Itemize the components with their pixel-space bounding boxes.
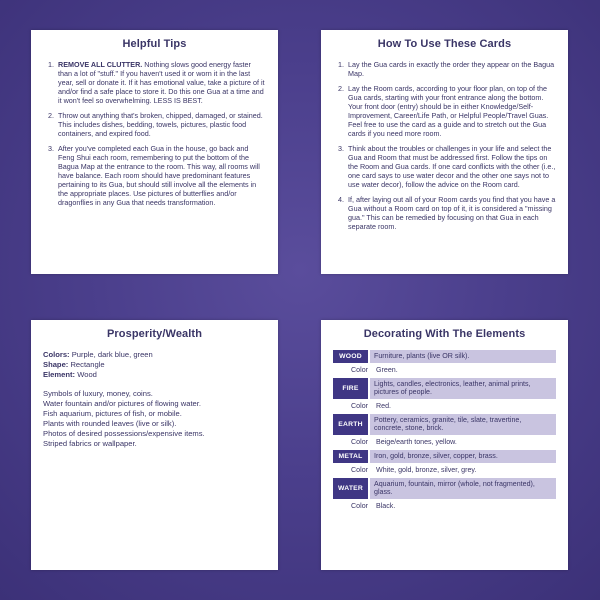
element-name: FIRE <box>333 378 368 399</box>
prosperity-attributes <box>43 350 266 380</box>
color-value: Red. <box>376 401 391 410</box>
element-label: Element: <box>43 370 76 379</box>
howto-item: 3. Think about the troubles or challenges in your life and select the Gua and Room that must be addressed first. Follow the tips on the Room and Gua cards. If one card conflicts with the other (i.e., one card says to use water decor and the other one says not to use water decor), follow the advice on the Room card. <box>346 144 556 189</box>
tip-item <box>56 144 266 207</box>
shape-value: Rectangle <box>68 360 105 369</box>
how-to-use-list <box>333 60 556 231</box>
prosperity-title: Prosperity/Wealth <box>106 328 203 340</box>
element-row-water <box>333 478 556 499</box>
element-color-row <box>333 366 556 374</box>
howto-item: 2. Lay the Room cards, according to your floor plan, on top of the Gua cards, starting with your front entrance along the bottom. Your front door (entry) should be in either Knowledge/Self-Improvement, Career/Life Path, or Helpful People/Travel Guas. Feel free to use the card as a guide and to stretch out the Gua cards if you need more room. <box>346 84 556 138</box>
prosperity-line: Fish aquarium, pictures of fish, or mobile. <box>43 409 182 418</box>
element-description: Aquarium, fountain, mirror (whole, not fragmented), glass. <box>370 478 556 499</box>
element-name: EARTH <box>333 414 368 435</box>
prosperity-element <box>43 370 266 380</box>
helpful-tips-card <box>31 30 278 274</box>
color-label: Color <box>351 365 368 374</box>
color-value: Black. <box>376 501 396 510</box>
colors-label: Colors: <box>43 350 70 359</box>
prosperity-shape <box>43 360 266 370</box>
element-row-metal <box>333 450 556 463</box>
helpful-tips-list <box>43 60 266 207</box>
element-color-row <box>333 438 556 446</box>
prosperity-line: Symbols of luxury, money, coins. <box>43 389 153 398</box>
prosperity-suggestions <box>43 389 266 449</box>
shape-label: Shape: <box>43 360 69 369</box>
color-value: Green. <box>376 365 398 374</box>
element-description: Iron, gold, bronze, silver, copper, brass. <box>370 450 556 463</box>
element-row-earth <box>333 414 556 435</box>
color-label: Color <box>351 437 368 446</box>
color-label: Color <box>351 401 368 410</box>
element-description: Pottery, ceramics, granite, tile, slate, travertine, concrete, stone, brick. <box>370 414 556 435</box>
howto-item: 4. If, after laying out all of your Room cards you find that you have a Gua without a Room card on top of it, it is considered a "missing gua." This can be remedied by focusing on that Gua in each separate room. <box>346 195 556 231</box>
element-name: WATER <box>333 478 368 499</box>
element-description: Furniture, plants (live OR silk). <box>370 350 556 363</box>
element-row-fire <box>333 378 556 399</box>
tip-text: Nothing slows good energy faster than a lot of "stuff." If you haven't used it or worn it in the last year, sell or donate it. If it has emotional value, take a picture of it and/or find a safe place to store it. Do this one Gua at a time and it won't feel so overwhelming. LESS IS BEST. <box>58 60 265 105</box>
element-color-row <box>333 402 556 410</box>
prosperity-wealth-card <box>31 320 278 570</box>
tip-text: Throw out anything that's broken, chipped, damaged, or stained. This includes dishes, bedding, towels, pictures, plastic food containers, and expired food. <box>58 111 263 138</box>
element-name: METAL <box>333 450 368 463</box>
how-to-use-title: How To Use These Cards <box>377 38 512 50</box>
tip-item <box>56 60 266 105</box>
prosperity-line: Water fountain and/or pictures of flowing water. <box>43 399 202 408</box>
color-value: Beige/earth tones, yellow. <box>376 437 457 446</box>
color-value: White, gold, bronze, silver, grey. <box>376 465 477 474</box>
prosperity-line: Photos of desired possessions/expensive items. <box>43 429 205 438</box>
colors-value: Purple, dark blue, green <box>69 350 153 359</box>
tip-lead: REMOVE ALL CLUTTER. <box>58 60 143 69</box>
prosperity-colors <box>43 350 266 360</box>
how-to-use-card <box>321 30 568 274</box>
element-color-row <box>333 466 556 474</box>
element-value: Wood <box>75 370 97 379</box>
elements-title: Decorating With The Elements <box>363 328 526 340</box>
element-description: Lights, candles, electronics, leather, animal prints, pictures of people. <box>370 378 556 399</box>
element-color-row <box>333 502 556 510</box>
element-row-wood <box>333 350 556 363</box>
element-name: WOOD <box>333 350 368 363</box>
prosperity-line: Striped fabrics or wallpaper. <box>43 439 137 448</box>
helpful-tips-title: Helpful Tips <box>122 38 187 50</box>
tip-text: After you've completed each Gua in the house, go back and Feng Shui each room, remembering to put the bottom of the Bagua Map at the entrance to the room. This way, all rooms will have balance. Each room should have predominant features pertaining to its Gua, but should still involve all the elements in the appropriate places. Use pictures of butterflies and/or dragonflies in any Gua that needs transformation. <box>58 144 260 207</box>
tip-item <box>56 111 266 138</box>
howto-item: 1. Lay the Gua cards in exactly the order they appear on the Bagua Map. <box>346 60 556 78</box>
color-label: Color <box>351 501 368 510</box>
prosperity-line: Plants with rounded leaves (live or silk). <box>43 419 177 428</box>
color-label: Color <box>351 465 368 474</box>
decorating-elements-card <box>321 320 568 570</box>
